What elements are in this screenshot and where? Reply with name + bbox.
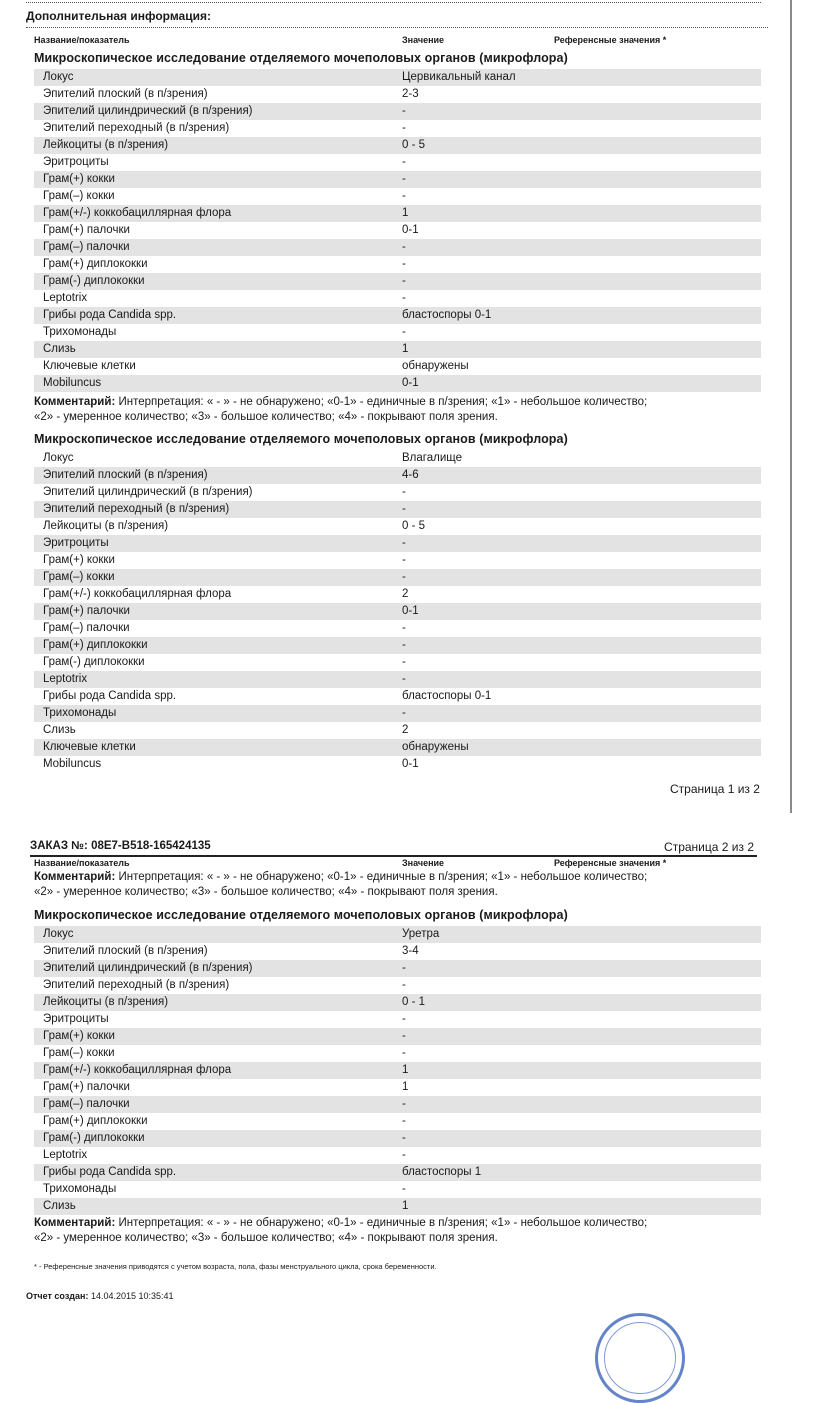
table-row [34, 1045, 761, 1062]
row-value: 2 [402, 724, 409, 736]
table-row [34, 1181, 761, 1198]
row-indicator-name: Грам(–) палочки [43, 1098, 130, 1110]
table-row [34, 586, 761, 603]
row-indicator-name: Лейкоциты (в п/зрения) [43, 520, 169, 532]
row-indicator-name: Mobiluncus [43, 758, 102, 770]
comment-line-1: Интерпретация: « - » - не обнаружено; «0-1» - единичные в п/зрения; «1» - небольшое количество; [115, 396, 648, 408]
table-row [34, 501, 761, 518]
table-row [34, 671, 761, 688]
table-row [34, 518, 761, 535]
row-value: - [402, 105, 406, 117]
row-value: - [402, 156, 406, 168]
row-value: 0-1 [402, 377, 419, 389]
row-indicator-name: Грам(+) палочки [43, 605, 130, 617]
row-indicator-name: Эритроциты [43, 537, 109, 549]
row-indicator-name: Трихомонады [43, 326, 117, 338]
row-indicator-name: Грам(-) диплококки [43, 275, 145, 287]
comment-line-1: Интерпретация: « - » - не обнаружено; «0-1» - единичные в п/зрения; «1» - небольшое количество; [115, 871, 648, 883]
row-indicator-name: Эпителий плоский (в п/зрения) [43, 945, 208, 957]
seal-stamp-icon [595, 1313, 685, 1403]
table-row [34, 256, 761, 273]
row-indicator-name: Локус [43, 452, 74, 464]
row-indicator-name: Лейкоциты (в п/зрения) [43, 996, 169, 1008]
table-row [34, 535, 761, 552]
row-indicator-name: Слизь [43, 343, 76, 355]
section-title: Микроскопическое исследование отделяемого мочеполовых органов (микрофлора) [34, 432, 568, 446]
table-row [34, 1062, 761, 1079]
row-value: - [402, 554, 406, 566]
table-row [34, 222, 761, 239]
row-indicator-name: Грам(+) кокки [43, 554, 115, 566]
reference-footnote: * - Референсные значения приводятся с учетом возраста, пола, фазы менструального цикла, срока беременности. [34, 1262, 437, 1271]
table-row [34, 654, 761, 671]
row-value: 0 - 5 [402, 520, 426, 532]
row-indicator-name: Эритроциты [43, 1013, 109, 1025]
comment-line-2: «2» - умеренное количество; «3» - большое количество; «4» - покрывают поля зрения. [34, 1232, 498, 1244]
row-indicator-name: Грам(+) палочки [43, 1081, 130, 1093]
row-value: - [402, 639, 406, 651]
row-value: - [402, 1013, 406, 1025]
column-header-reference: Референсные значения * [554, 35, 667, 45]
row-indicator-name: Грам(+) диплококки [43, 258, 148, 270]
comment-line-1: Интерпретация: « - » - не обнаружено; «0-1» - единичные в п/зрения; «1» - небольшое количество; [115, 1217, 648, 1229]
row-indicator-name: Эпителий цилиндрический (в п/зрения) [43, 962, 253, 974]
row-indicator-name: Leptotrix [43, 673, 88, 685]
row-value: 1 [402, 1200, 409, 1212]
table-row [34, 569, 761, 586]
page-number: Страница 2 из 2 [664, 840, 754, 854]
table-row [34, 188, 761, 205]
row-indicator-name: Трихомонады [43, 1183, 117, 1195]
table-row [34, 375, 761, 392]
row-indicator-name: Лейкоциты (в п/зрения) [43, 139, 169, 151]
table-row [34, 960, 761, 977]
comment-label: Комментарий: [34, 396, 116, 408]
table-row [34, 69, 761, 86]
row-value: бластоспоры 0-1 [402, 690, 492, 702]
table-row [34, 307, 761, 324]
row-indicator-name: Эпителий переходный (в п/зрения) [43, 122, 230, 134]
table-row [34, 620, 761, 637]
row-indicator-name: Грам(+) диплококки [43, 639, 148, 651]
table-row [34, 977, 761, 994]
row-value: - [402, 673, 406, 685]
table-row [34, 341, 761, 358]
row-value: 1 [402, 343, 409, 355]
table-row [34, 688, 761, 705]
interpretation-comment [34, 1216, 774, 1246]
row-indicator-name: Грам(+/-) коккобациллярная флора [43, 588, 232, 600]
report-created-label: Отчет создан: [26, 1291, 89, 1301]
dotted-divider [26, 27, 768, 28]
column-header-value: Значение [402, 858, 445, 868]
row-value: - [402, 1149, 406, 1161]
comment-line-2: «2» - умеренное количество; «3» - большое количество; «4» - покрывают поля зрения. [34, 411, 498, 423]
row-value: 0-1 [402, 758, 419, 770]
table-row [34, 171, 761, 188]
table-row [34, 1079, 761, 1096]
row-value: 1 [402, 1064, 409, 1076]
row-indicator-name: Грам(–) палочки [43, 241, 130, 253]
row-indicator-name: Локус [43, 928, 74, 940]
row-value: - [402, 190, 406, 202]
table-row [34, 943, 761, 960]
table-row [34, 552, 761, 569]
row-value: - [402, 1098, 406, 1110]
table-row [34, 603, 761, 620]
interpretation-comment [34, 395, 774, 425]
row-indicator-name: Грам(-) диплококки [43, 1132, 145, 1144]
row-value: 0-1 [402, 224, 419, 236]
table-row [34, 290, 761, 307]
row-indicator-name: Грам(–) кокки [43, 190, 115, 202]
row-value: - [402, 1115, 406, 1127]
row-value: 1 [402, 1081, 409, 1093]
table-row [34, 154, 761, 171]
table-row [34, 1096, 761, 1113]
table-row [34, 358, 761, 375]
table-row [34, 120, 761, 137]
table-row [34, 739, 761, 756]
row-value: Влагалище [402, 452, 462, 464]
table-row [34, 722, 761, 739]
table-row [34, 926, 761, 943]
row-value: обнаружены [402, 741, 469, 753]
row-indicator-name: Эритроциты [43, 156, 109, 168]
column-header-value: Значение [402, 35, 445, 45]
row-indicator-name: Грам(+) кокки [43, 173, 115, 185]
table-row [34, 705, 761, 722]
row-value: - [402, 1047, 406, 1059]
section-title: Микроскопическое исследование отделяемого мочеполовых органов (микрофлора) [34, 51, 568, 65]
row-indicator-name: Ключевые клетки [43, 741, 136, 753]
row-indicator-name: Эпителий цилиндрический (в п/зрения) [43, 486, 253, 498]
row-indicator-name: Грам(–) кокки [43, 571, 115, 583]
row-value: - [402, 292, 406, 304]
row-value: 2-3 [402, 88, 419, 100]
row-value: - [402, 1030, 406, 1042]
row-value: 0 - 1 [402, 996, 426, 1008]
row-indicator-name: Грам(+/-) коккобациллярная флора [43, 207, 232, 219]
row-indicator-name: Грам(–) кокки [43, 1047, 115, 1059]
row-indicator-name: Грибы рода Candida spp. [43, 690, 177, 702]
row-value: - [402, 173, 406, 185]
row-indicator-name: Слизь [43, 1200, 76, 1212]
table-row [34, 1164, 761, 1181]
order-header [30, 840, 757, 857]
row-indicator-name: Эпителий переходный (в п/зрения) [43, 503, 230, 515]
row-indicator-name: Leptotrix [43, 292, 88, 304]
results-table-urethra [34, 926, 761, 1215]
row-value: Цервикальный канал [402, 71, 516, 83]
row-indicator-name: Leptotrix [43, 1149, 88, 1161]
row-value: - [402, 707, 406, 719]
row-value: 0-1 [402, 605, 419, 617]
section-title: Микроскопическое исследование отделяемого мочеполовых органов (микрофлора) [34, 908, 568, 922]
row-value: 2 [402, 588, 409, 600]
row-value: бластоспоры 0-1 [402, 309, 492, 321]
table-row [34, 637, 761, 654]
row-value: - [402, 503, 406, 515]
table-row [34, 103, 761, 120]
table-row [34, 324, 761, 341]
table-row [34, 239, 761, 256]
comment-label: Комментарий: [34, 871, 116, 883]
table-row [34, 994, 761, 1011]
row-indicator-name: Локус [43, 71, 74, 83]
table-row [34, 137, 761, 154]
row-value: - [402, 326, 406, 338]
table-row [34, 273, 761, 290]
comment-label: Комментарий: [34, 1217, 116, 1229]
table-row [34, 1011, 761, 1028]
table-row [34, 86, 761, 103]
table-row [34, 450, 761, 467]
table-row [34, 1028, 761, 1045]
results-table-vaginal [34, 450, 761, 773]
row-indicator-name: Трихомонады [43, 707, 117, 719]
table-row [34, 205, 761, 222]
row-value: - [402, 979, 406, 991]
row-indicator-name: Грибы рода Candida spp. [43, 1166, 177, 1178]
row-value: - [402, 656, 406, 668]
row-indicator-name: Грам(+) диплококки [43, 1115, 148, 1127]
row-indicator-name: Грам(+) кокки [43, 1030, 115, 1042]
row-indicator-name: Грам(+/-) коккобациллярная флора [43, 1064, 232, 1076]
table-row [34, 1198, 761, 1215]
table-row [34, 484, 761, 501]
row-value: обнаружены [402, 360, 469, 372]
row-indicator-name: Ключевые клетки [43, 360, 136, 372]
row-indicator-name: Mobiluncus [43, 377, 102, 389]
row-value: - [402, 622, 406, 634]
column-header-reference: Референсные значения * [554, 858, 667, 868]
table-row [34, 1130, 761, 1147]
row-indicator-name: Слизь [43, 724, 76, 736]
order-number: ЗАКАЗ №: 08E7-B518-165424135 [30, 840, 211, 852]
table-row [34, 1113, 761, 1130]
additional-info-heading: Дополнительная информация: [26, 9, 211, 23]
table-row [34, 467, 761, 484]
row-value: - [402, 275, 406, 287]
row-value: - [402, 962, 406, 974]
column-header-name: Название/показатель [34, 858, 130, 868]
dotted-divider [26, 2, 761, 3]
table-row [34, 1147, 761, 1164]
row-value: - [402, 122, 406, 134]
report-created-value: 14.04.2015 10:35:41 [88, 1291, 174, 1301]
interpretation-comment [34, 870, 774, 900]
page-number: Страница 1 из 2 [670, 782, 760, 796]
row-value: 4-6 [402, 469, 419, 481]
row-value: 3-4 [402, 945, 419, 957]
row-value: - [402, 571, 406, 583]
row-indicator-name: Эпителий цилиндрический (в п/зрения) [43, 105, 253, 117]
row-indicator-name: Грам(+) палочки [43, 224, 130, 236]
row-value: - [402, 1183, 406, 1195]
row-indicator-name: Грам(–) палочки [43, 622, 130, 634]
comment-line-2: «2» - умеренное количество; «3» - большое количество; «4» - покрывают поля зрения. [34, 886, 498, 898]
column-header-name: Название/показатель [34, 35, 130, 45]
row-indicator-name: Грибы рода Candida spp. [43, 309, 177, 321]
row-value: - [402, 1132, 406, 1144]
results-table-cervical [34, 69, 761, 392]
report-created [26, 1291, 174, 1301]
row-value: - [402, 258, 406, 270]
row-value: Уретра [402, 928, 440, 940]
row-value: 0 - 5 [402, 139, 426, 151]
row-indicator-name: Эпителий плоский (в п/зрения) [43, 469, 208, 481]
row-value: - [402, 486, 406, 498]
row-indicator-name: Эпителий переходный (в п/зрения) [43, 979, 230, 991]
row-value: 1 [402, 207, 409, 219]
row-value: - [402, 241, 406, 253]
row-value: - [402, 537, 406, 549]
table-row [34, 756, 761, 773]
row-value: бластоспоры 1 [402, 1166, 482, 1178]
row-indicator-name: Эпителий плоский (в п/зрения) [43, 88, 208, 100]
row-indicator-name: Грам(-) диплококки [43, 656, 145, 668]
